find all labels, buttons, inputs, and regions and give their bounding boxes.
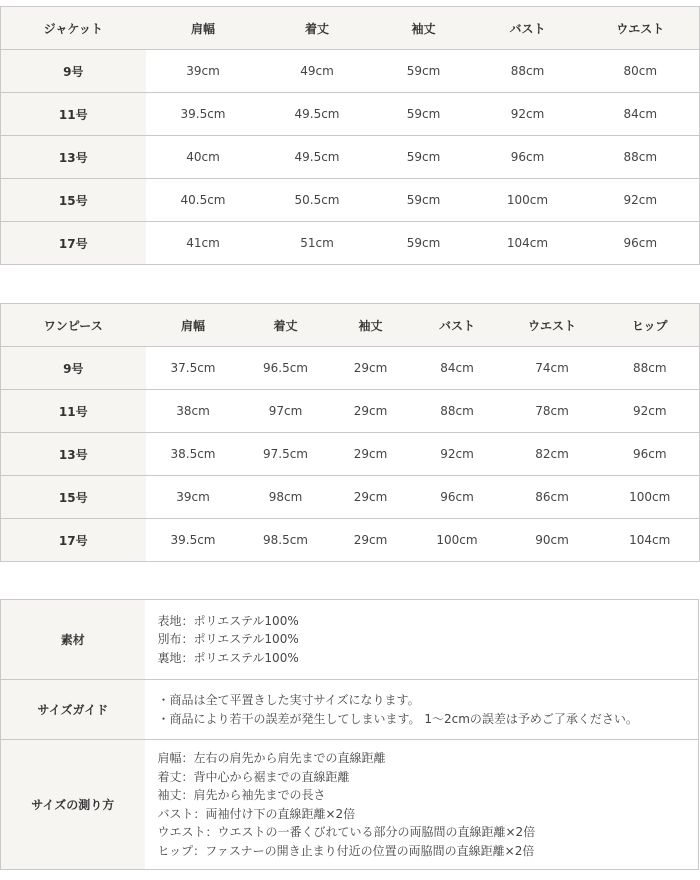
material-row xyxy=(1,600,699,680)
table-cell: 88cm xyxy=(474,50,582,93)
size-label: 11号 xyxy=(1,93,146,136)
table-cell: 82cm xyxy=(504,433,601,476)
table-cell: 59cm xyxy=(374,93,474,136)
table-cell: 98cm xyxy=(241,476,331,519)
size-label: 11号 xyxy=(1,390,146,433)
onepiece-header-cell: ワンピース xyxy=(1,304,146,347)
material-line: 表地：ポリエステル100% xyxy=(157,613,299,628)
table-cell: 29cm xyxy=(331,476,411,519)
table-row xyxy=(1,519,700,562)
jacket-header-cell: バスト xyxy=(474,7,582,50)
size-label: 13号 xyxy=(1,433,146,476)
table-cell: 80cm xyxy=(582,50,700,93)
table-cell: 59cm xyxy=(374,222,474,265)
size-guide-content xyxy=(145,680,699,740)
table-cell: 59cm xyxy=(374,50,474,93)
table-cell: 97cm xyxy=(241,390,331,433)
size-guide-label: サイズガイド xyxy=(1,680,145,740)
table-cell: 78cm xyxy=(504,390,601,433)
material-line: 裏地：ポリエステル100% xyxy=(157,650,299,665)
table-cell: 39.5cm xyxy=(146,519,241,562)
table-cell: 29cm xyxy=(331,519,411,562)
size-label: 17号 xyxy=(1,222,146,265)
table-cell: 39cm xyxy=(146,50,261,93)
product-info-table xyxy=(0,599,699,870)
table-cell: 59cm xyxy=(374,136,474,179)
table-cell: 100cm xyxy=(601,476,700,519)
table-cell: 51cm xyxy=(261,222,374,265)
table-row xyxy=(1,433,700,476)
size-guide-row xyxy=(1,680,699,740)
table-cell: 100cm xyxy=(411,519,504,562)
table-cell: 40cm xyxy=(146,136,261,179)
table-cell: 92cm xyxy=(582,179,700,222)
table-cell: 96cm xyxy=(582,222,700,265)
table-cell: 92cm xyxy=(601,390,700,433)
table-cell: 96cm xyxy=(601,433,700,476)
size-label: 15号 xyxy=(1,476,146,519)
size-guide-line: ・商品は全て平置きした実寸サイズになります。 xyxy=(157,693,420,707)
table-row xyxy=(1,476,700,519)
onepiece-header-cell: 肩幅 xyxy=(146,304,241,347)
table-row xyxy=(1,50,700,93)
table-cell: 39cm xyxy=(146,476,241,519)
table-cell: 92cm xyxy=(411,433,504,476)
onepiece-header-cell: バスト xyxy=(411,304,504,347)
table-cell: 29cm xyxy=(331,433,411,476)
size-label: 9号 xyxy=(1,347,146,390)
table-cell: 29cm xyxy=(331,390,411,433)
table-cell: 88cm xyxy=(582,136,700,179)
table-cell: 38.5cm xyxy=(146,433,241,476)
measure-line: 肩幅：左右の肩先から肩先までの直線距離 xyxy=(157,751,386,765)
material-content xyxy=(145,600,699,680)
measure-label: サイズの測り方 xyxy=(1,740,145,870)
onepiece-size-table xyxy=(0,303,700,562)
material-label: 素材 xyxy=(1,600,145,680)
table-cell: 49cm xyxy=(261,50,374,93)
jacket-header-cell: ウエスト xyxy=(582,7,700,50)
measure-line: ウエスト：ウエストの一番くびれている部分の両脇間の直線距離×2倍 xyxy=(157,825,536,839)
table-cell: 98.5cm xyxy=(241,519,331,562)
onepiece-header-cell: ウエスト xyxy=(504,304,601,347)
onepiece-header-row xyxy=(1,304,700,347)
onepiece-header-cell: 袖丈 xyxy=(331,304,411,347)
measure-content xyxy=(145,740,699,870)
table-cell: 40.5cm xyxy=(146,179,261,222)
table-row xyxy=(1,136,700,179)
jacket-header-cell: 袖丈 xyxy=(374,7,474,50)
jacket-header-cell: 肩幅 xyxy=(146,7,261,50)
table-cell: 37.5cm xyxy=(146,347,241,390)
table-row xyxy=(1,390,700,433)
table-cell: 96cm xyxy=(474,136,582,179)
table-cell: 90cm xyxy=(504,519,601,562)
onepiece-header-cell: 着丈 xyxy=(241,304,331,347)
table-cell: 104cm xyxy=(474,222,582,265)
material-line: 別布：ポリエステル100% xyxy=(157,632,299,647)
measure-line: 着丈：背中心から裾までの直線距離 xyxy=(157,769,350,784)
jacket-header-row xyxy=(1,7,700,50)
table-cell: 88cm xyxy=(601,347,700,390)
table-cell: 49.5cm xyxy=(261,136,374,179)
table-cell: 104cm xyxy=(601,519,700,562)
measure-line: ヒップ：ファスナーの開き止まり付近の位置の両脇間の直線距離×2倍 xyxy=(157,843,535,858)
table-cell: 97.5cm xyxy=(241,433,331,476)
table-cell: 84cm xyxy=(411,347,504,390)
table-cell: 41cm xyxy=(146,222,261,265)
table-cell: 88cm xyxy=(411,390,504,433)
size-label: 15号 xyxy=(1,179,146,222)
table-cell: 49.5cm xyxy=(261,93,374,136)
size-label: 13号 xyxy=(1,136,146,179)
table-row xyxy=(1,347,700,390)
table-cell: 39.5cm xyxy=(146,93,261,136)
measure-line: バスト：両袖付け下の直線距離×2倍 xyxy=(157,806,356,821)
measure-row xyxy=(1,740,699,870)
jacket-size-table xyxy=(0,6,700,265)
jacket-header-cell: ジャケット xyxy=(1,7,146,50)
table-cell: 84cm xyxy=(582,93,700,136)
table-cell: 86cm xyxy=(504,476,601,519)
table-row xyxy=(1,222,700,265)
table-cell: 38cm xyxy=(146,390,241,433)
jacket-header-cell: 着丈 xyxy=(261,7,374,50)
table-cell: 74cm xyxy=(504,347,601,390)
table-cell: 96cm xyxy=(411,476,504,519)
table-cell: 100cm xyxy=(474,179,582,222)
table-cell: 29cm xyxy=(331,347,411,390)
table-cell: 92cm xyxy=(474,93,582,136)
table-row xyxy=(1,179,700,222)
table-cell: 96.5cm xyxy=(241,347,331,390)
size-label: 17号 xyxy=(1,519,146,562)
size-label: 9号 xyxy=(1,50,146,93)
table-cell: 50.5cm xyxy=(261,179,374,222)
table-cell: 59cm xyxy=(374,179,474,222)
measure-line: 袖丈：肩先から袖先までの長さ xyxy=(157,788,326,802)
size-guide-line: ・商品により若干の誤差が発生してしまいます。 1〜2cmの誤差は予めご了承ください。 xyxy=(157,711,638,726)
table-row xyxy=(1,93,700,136)
onepiece-header-cell: ヒップ xyxy=(601,304,700,347)
